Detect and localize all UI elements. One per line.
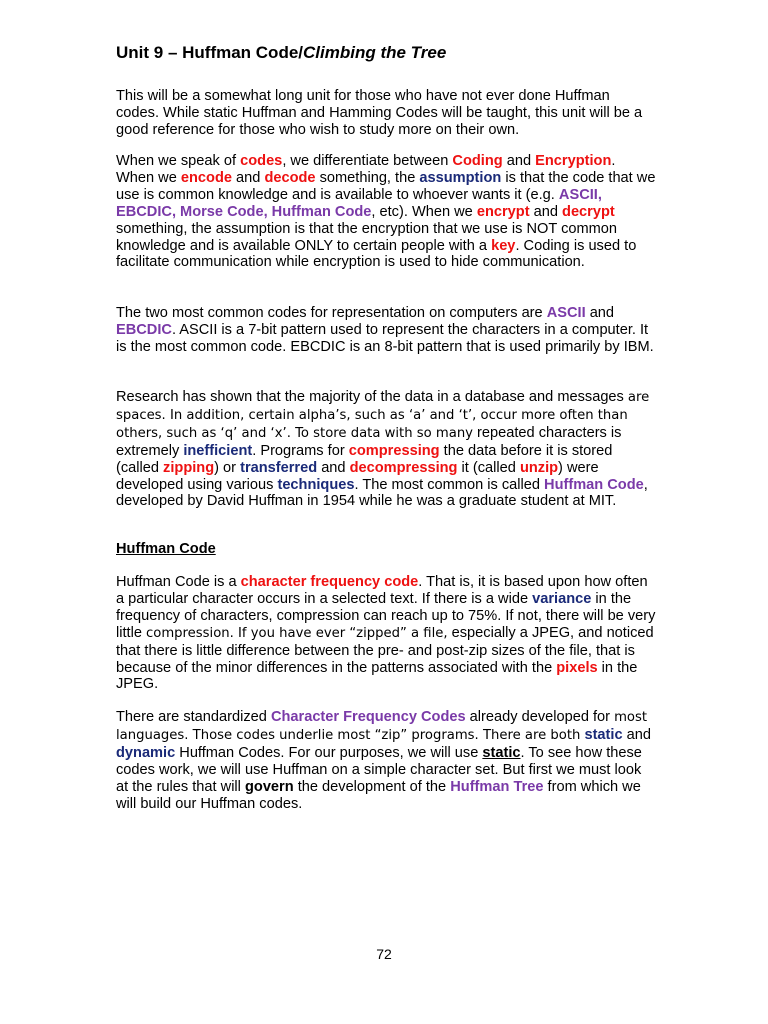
keyword-dynamic: dynamic: [116, 744, 176, 761]
keyword-govern: govern: [244, 778, 294, 795]
keyword-pixels: pixels: [556, 659, 598, 676]
coding-vs-encryption-paragraph: When we speak of codes, we differentiate between Coding and Encryption. When we encode and decode something, the assumption is that the code that we use is common knowledge and is available to whoever wants it (e.g. ASCII, EBCDIC, Morse Code, Huffman Code, etc). When we encrypt and decrypt something, the assumption is that the encryption that we use is NOT common knowledge and is available ONLY to certain people with a key. Coding is used to facilitate communication while encryption is used to hide communication.: [116, 153, 656, 271]
page-number: 72: [376, 946, 392, 962]
keyword-decrypt: decrypt: [562, 203, 615, 220]
frequency-code-paragraph: Huffman Code is a character frequency code. That is, it is based upon how often a particular character occurs in a selected text. If there is a wide variance in the frequency of characters, compression can reach up to 75%. If not, there will be very little compression. If you have ever “zipped” a file, especially a JPEG, and noticed that there is little difference between the pre- and post-zip sizes of the file, that is because of the minor differences in the patterns associated with the pixels in the JPEG.: [116, 574, 656, 693]
keyword-inefficient: inefficient: [183, 442, 253, 459]
compression-paragraph: Research has shown that the majority of the data in a database and messages are spaces. In addition, certain alpha’s, such as ‘a’ and ‘t’, occur more often than others, such as ‘q’ and ‘x’. To store data with so many repeated characters is extremely inefficient. Programs for compressing the data before it is stored (called zipping) or transferred and decompressing it (called unzip) were developed using various techniques. The most common is called Huffman Code, developed by David Huffman in 1954 while he was a graduate student at MIT.: [116, 389, 650, 510]
intro-paragraph: This will be a somewhat long unit for those who have not ever done Huffman codes. While static Huffman and Hamming Codes will be taught, this unit will be a good reference for those who wish to study more on their own.: [116, 88, 643, 138]
keyword-zipping: zipping: [163, 459, 215, 476]
keyword-ebcdic: EBCDIC: [116, 321, 172, 338]
keyword-encrypt: encrypt: [476, 203, 530, 220]
keyword-character-frequency-code: character frequency code: [240, 574, 419, 590]
keyword-static: static: [584, 726, 623, 743]
keyword-unzip: unzip: [519, 459, 559, 476]
title-italic: Climbing the Tree: [303, 43, 447, 62]
keyword-decode: decode: [264, 169, 316, 186]
section-heading-huffman-code: Huffman Code: [116, 541, 216, 557]
keyword-ascii: ASCII: [546, 305, 586, 321]
keyword-static-underlined: static: [482, 744, 521, 761]
keyword-decompressing: decompressing: [349, 459, 458, 476]
keyword-encode: encode: [180, 169, 232, 186]
page-title: Unit 9 – Huffman Code/Climbing the Tree: [116, 43, 447, 62]
keyword-compressing: compressing: [348, 442, 440, 459]
keyword-codes: codes: [240, 153, 283, 169]
static-dynamic-paragraph: There are standardized Character Frequency Codes already developed for most languages. Those codes underlie most “zip” programs. There are both static and dynamic Huffman Codes. For our purposes, we will use static. To see how these codes work, we will use Huffman on a simple character set. But first we must look at the rules that will govern the development of the Huffman Tree from which we will build our Huffman codes.: [116, 709, 651, 812]
keyword-transferred: transferred: [240, 459, 318, 476]
keyword-huffman-code: Huffman Code: [544, 476, 644, 493]
keyword-encryption: Encryption: [535, 153, 612, 169]
keyword-key: key: [491, 237, 516, 254]
keyword-techniques: techniques: [277, 476, 355, 493]
keyword-assumption: assumption: [419, 169, 502, 186]
keyword-character-frequency-codes: Character Frequency Codes: [270, 709, 466, 725]
ascii-ebcdic-paragraph: The two most common codes for representation on computers are ASCII and EBCDIC. ASCII is a 7-bit pattern used to represent the characters in a computer. It is the most common code. EBCDIC is an 8-bit pattern that is used primarily by IBM.: [116, 305, 654, 355]
keyword-huffman-tree: Huffman Tree: [450, 778, 544, 795]
keyword-variance: variance: [532, 590, 592, 607]
keyword-code-list: ASCII, EBCDIC, Morse Code, Huffman Code: [116, 186, 602, 220]
keyword-coding: Coding: [452, 153, 503, 169]
